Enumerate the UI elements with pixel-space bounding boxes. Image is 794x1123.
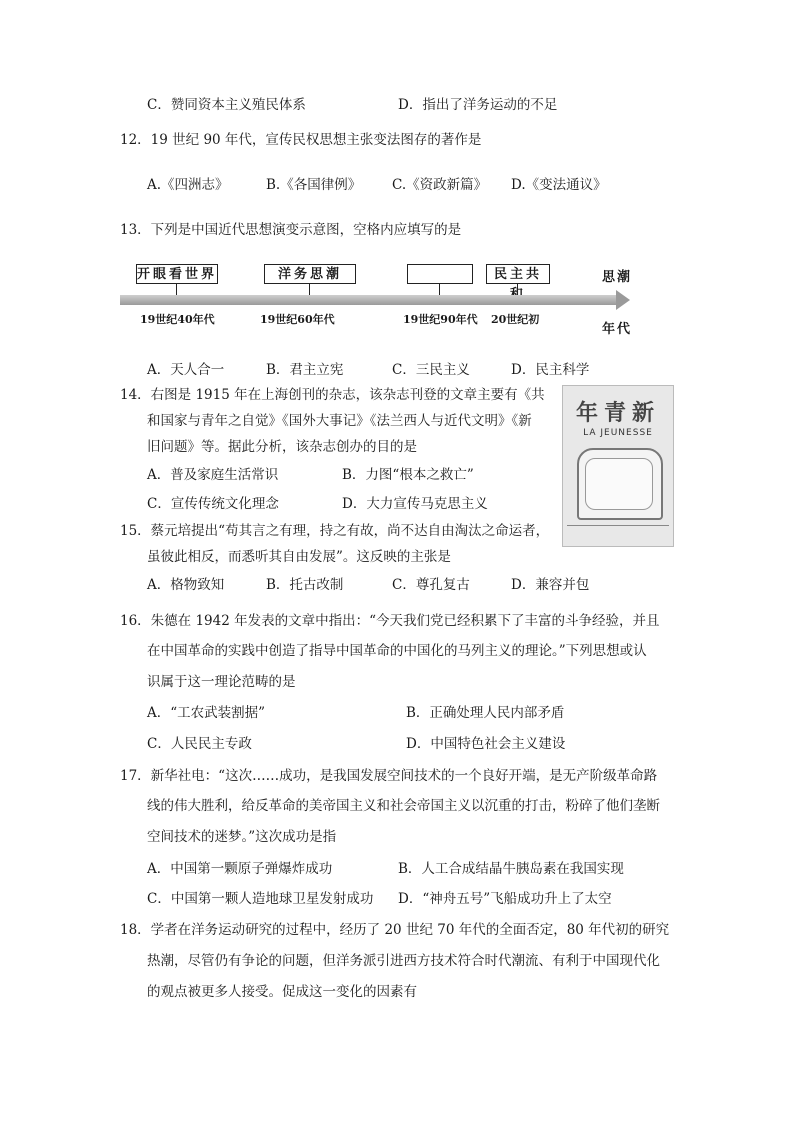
q15-line-1: 15．蔡元培提出“苟其言之有理，持之有故，尚不达自由淘汰之命运者， [120, 523, 550, 539]
q12-option-b: B.《各国律例》 [266, 177, 362, 193]
q15-option-a: A．格物致知 [147, 577, 225, 593]
timeline-arrow-bar [120, 295, 618, 305]
magazine-footer-strip [567, 525, 669, 540]
timeline-blank-box [407, 264, 473, 284]
q12-option-a: A.《四洲志》 [147, 177, 229, 193]
q15-line-2: 虽彼此相反，而悉听其自由发展”。这反映的主张是 [147, 549, 451, 565]
q16-line-3: 识属于这一理论范畴的是 [147, 674, 296, 690]
q17-line-1: 17．新华社电：“这次……成功，是我国发展空间技术的一个良好开端，是无产阶级革命路 [120, 768, 658, 784]
magazine-subtitle: LA JEUNESSE [583, 428, 653, 438]
timeline-date-3: 19世纪90年代 [403, 313, 478, 326]
q18-line-3: 的观点被更多人接受。促成这一变化的因素有 [147, 984, 417, 1000]
timeline-date-4: 20世纪初 [491, 313, 540, 326]
magazine-title: 年青新 [575, 400, 660, 426]
q17-option-b: B．人工合成结晶牛胰岛素在我国实现 [398, 861, 624, 877]
thought-evolution-timeline [118, 262, 638, 342]
q14-option-d: D．大力宣传马克思主义 [342, 496, 488, 512]
timeline-box-4: 民主共 [486, 264, 550, 284]
q17-line-2: 线的伟大胜利，给反革命的美帝国主义和社会帝国主义以沉重的打击，粉碎了他们垄断 [147, 798, 660, 814]
timeline-box-1: 开眼看世界 [136, 264, 218, 284]
magazine-ornament-inner [585, 458, 653, 510]
q13-option-c: C．三民主义 [392, 362, 470, 378]
q16-option-b: B．正确处理人民内部矛盾 [406, 705, 565, 721]
q14-option-a: A．普及家庭生活常识 [147, 467, 279, 483]
q17-option-c: C．中国第一颗人造地球卫星发射成功 [147, 891, 374, 907]
q13-option-d: D．民主科学 [511, 362, 590, 378]
q14-line-1: 14．右图是 1915 年在上海创刊的杂志，该杂志刊登的文章主要有《共 [120, 387, 545, 403]
q16-option-a: A．“工农武装割据” [147, 705, 266, 721]
q11-option-c: C．赞同资本主义殖民体系 [147, 97, 306, 113]
q15-option-d: D．兼容并包 [511, 577, 590, 593]
q13-stem: 13．下列是中国近代思想演变示意图，空格内应填写的是 [120, 222, 462, 238]
q15-option-b: B．托古改制 [266, 577, 344, 593]
timeline-label-era: 年代 [602, 322, 633, 337]
q13-option-b: B．君主立宪 [266, 362, 344, 378]
q17-line-3: 空间技术的迷梦。”这次成功是指 [147, 829, 337, 845]
timeline-date-2: 19世纪60年代 [260, 313, 335, 326]
q16-line-2: 在中国革命的实践中创造了指导中国革命的中国化的马列主义的理论。”下列思想或认 [147, 643, 647, 659]
q13-option-a: A．天人合一 [147, 362, 225, 378]
q14-option-b: B．力图“根本之救亡” [342, 467, 474, 483]
q14-line-2: 和国家与青年之自觉》《国外大事记》《法兰西人与近代文明》《新 [147, 413, 532, 429]
q18-line-2: 热潮，尽管仍有争论的问题，但洋务派引进西方技术符合时代潮流、有利于中国现代化 [147, 953, 660, 969]
magazine-cover-image [562, 385, 674, 547]
q14-option-c: C．宣传传统文化理念 [147, 496, 279, 512]
q17-option-a: A．中国第一颗原子弹爆炸成功 [147, 861, 333, 877]
timeline-label-thought: 思潮 [602, 270, 633, 285]
timeline-box-2: 洋务思潮 [264, 264, 356, 284]
timeline-date-1: 19世纪40年代 [140, 313, 215, 326]
q12-option-c: C.《资政新篇》 [392, 177, 488, 193]
q16-option-d: D．中国特色社会主义建设 [406, 736, 566, 752]
q14-line-3: 旧问题》等。据此分析，该杂志创办的目的是 [147, 439, 417, 455]
timeline-arrow-head [616, 290, 630, 310]
q12-stem: 12．19 世纪 90 年代，宣传民权思想主张变法图存的著作是 [120, 132, 482, 148]
q16-option-c: C．人民民主专政 [147, 736, 252, 752]
q12-option-d: D.《变法通议》 [511, 177, 607, 193]
q17-option-d: D．“神舟五号”飞船成功升上了太空 [398, 891, 612, 907]
q15-option-c: C．尊孔复古 [392, 577, 470, 593]
q16-line-1: 16．朱德在 1942 年发表的文章中指出：“今天我们党已经积累下了丰富的斗争经验，并且 [120, 613, 660, 629]
q18-line-1: 18．学者在洋务运动研究的过程中，经历了 20 世纪 70 年代的全面否定，80 年代初的研究 [120, 922, 670, 938]
q11-option-d: D．指出了洋务运动的不足 [398, 97, 558, 113]
